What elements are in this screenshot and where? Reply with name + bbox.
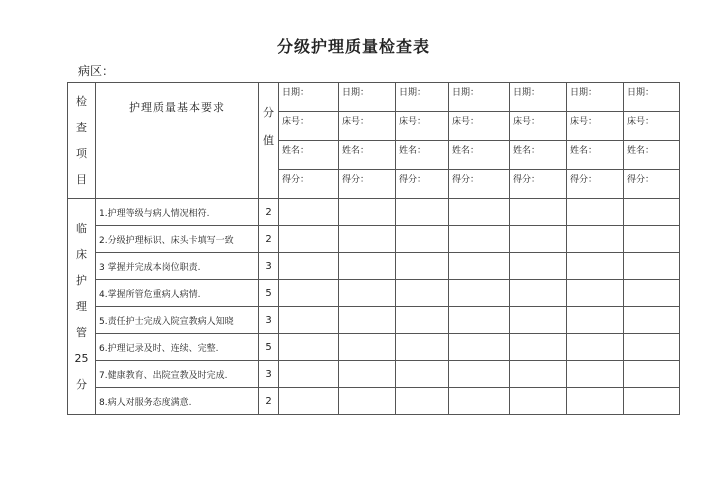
name-field[interactable]: 姓名： bbox=[396, 141, 449, 170]
score-value: 2 bbox=[259, 199, 279, 226]
requirement-item: 2.分级护理标识、床头卡填写一致 bbox=[96, 226, 259, 253]
grade-cell[interactable] bbox=[339, 307, 396, 334]
score-value: 3 bbox=[259, 307, 279, 334]
date-field[interactable]: 日期： bbox=[567, 83, 624, 112]
name-field[interactable]: 姓名： bbox=[567, 141, 624, 170]
score-value: 5 bbox=[259, 334, 279, 361]
grade-cell[interactable] bbox=[279, 280, 339, 307]
grade-cell[interactable] bbox=[449, 280, 510, 307]
grade-cell[interactable] bbox=[624, 253, 680, 280]
grade-cell[interactable] bbox=[567, 280, 624, 307]
grade-cell[interactable] bbox=[279, 361, 339, 388]
grade-cell[interactable] bbox=[510, 334, 567, 361]
grade-cell[interactable] bbox=[339, 199, 396, 226]
grade-cell[interactable] bbox=[567, 253, 624, 280]
grade-cell[interactable] bbox=[396, 199, 449, 226]
grade-cell[interactable] bbox=[567, 361, 624, 388]
grade-cell[interactable] bbox=[449, 199, 510, 226]
requirement-item: 7.健康教育、出院宣教及时完成. bbox=[96, 361, 259, 388]
bed-field[interactable]: 床号： bbox=[449, 112, 510, 141]
grade-cell[interactable] bbox=[510, 253, 567, 280]
score-value: 5 bbox=[259, 280, 279, 307]
grade-cell[interactable] bbox=[449, 253, 510, 280]
category-label: 临 床 护 理 管 25 分 bbox=[68, 199, 96, 415]
grade-cell[interactable] bbox=[339, 388, 396, 415]
requirement-item: 8.病人对服务态度满意. bbox=[96, 388, 259, 415]
score-field[interactable]: 得分： bbox=[567, 170, 624, 199]
date-field[interactable]: 日期： bbox=[449, 83, 510, 112]
grade-cell[interactable] bbox=[279, 199, 339, 226]
bed-field[interactable]: 床号： bbox=[339, 112, 396, 141]
score-field[interactable]: 得分： bbox=[339, 170, 396, 199]
grade-cell[interactable] bbox=[510, 226, 567, 253]
grade-cell[interactable] bbox=[279, 334, 339, 361]
requirement-item: 3 掌握并完成本岗位职责. bbox=[96, 253, 259, 280]
grade-cell[interactable] bbox=[624, 199, 680, 226]
score-field[interactable]: 得分： bbox=[279, 170, 339, 199]
category-header: 检 查 项 目 bbox=[68, 83, 96, 199]
grade-cell[interactable] bbox=[279, 253, 339, 280]
requirement-item: 4.掌握所管危重病人病情. bbox=[96, 280, 259, 307]
score-field[interactable]: 得分： bbox=[449, 170, 510, 199]
grade-cell[interactable] bbox=[624, 226, 680, 253]
requirement-item: 1.护理等级与病人情况相符. bbox=[96, 199, 259, 226]
grade-cell[interactable] bbox=[510, 199, 567, 226]
grade-cell[interactable] bbox=[567, 388, 624, 415]
date-field[interactable]: 日期： bbox=[279, 83, 339, 112]
grade-cell[interactable] bbox=[339, 361, 396, 388]
grade-cell[interactable] bbox=[624, 280, 680, 307]
date-field[interactable]: 日期： bbox=[510, 83, 567, 112]
grade-cell[interactable] bbox=[624, 388, 680, 415]
grade-cell[interactable] bbox=[339, 280, 396, 307]
grade-cell[interactable] bbox=[510, 307, 567, 334]
grade-cell[interactable] bbox=[396, 361, 449, 388]
grade-cell[interactable] bbox=[510, 388, 567, 415]
score-field[interactable]: 得分： bbox=[510, 170, 567, 199]
inspection-table bbox=[67, 82, 680, 415]
bed-field[interactable]: 床号： bbox=[510, 112, 567, 141]
grade-cell[interactable] bbox=[624, 361, 680, 388]
grade-cell[interactable] bbox=[567, 334, 624, 361]
grade-cell[interactable] bbox=[339, 253, 396, 280]
page-title: 分级护理质量检查表 bbox=[276, 37, 430, 56]
grade-cell[interactable] bbox=[449, 226, 510, 253]
grade-cell[interactable] bbox=[510, 280, 567, 307]
grade-cell[interactable] bbox=[510, 361, 567, 388]
grade-cell[interactable] bbox=[396, 280, 449, 307]
score-value: 2 bbox=[259, 226, 279, 253]
name-field[interactable]: 姓名： bbox=[510, 141, 567, 170]
grade-cell[interactable] bbox=[279, 307, 339, 334]
bed-field[interactable]: 床号： bbox=[624, 112, 680, 141]
grade-cell[interactable] bbox=[396, 307, 449, 334]
ward-label: 病区： bbox=[78, 64, 115, 78]
name-field[interactable]: 姓名： bbox=[624, 141, 680, 170]
score-header: 分 值 bbox=[259, 83, 279, 199]
grade-cell[interactable] bbox=[449, 388, 510, 415]
name-field[interactable]: 姓名： bbox=[339, 141, 396, 170]
score-value: 2 bbox=[259, 388, 279, 415]
grade-cell[interactable] bbox=[449, 361, 510, 388]
date-field[interactable]: 日期： bbox=[339, 83, 396, 112]
date-field[interactable]: 日期： bbox=[624, 83, 680, 112]
grade-cell[interactable] bbox=[396, 253, 449, 280]
bed-field[interactable]: 床号： bbox=[279, 112, 339, 141]
score-value: 3 bbox=[259, 253, 279, 280]
grade-cell[interactable] bbox=[449, 307, 510, 334]
grade-cell[interactable] bbox=[396, 334, 449, 361]
grade-cell[interactable] bbox=[624, 334, 680, 361]
grade-cell[interactable] bbox=[279, 388, 339, 415]
grade-cell[interactable] bbox=[567, 307, 624, 334]
requirement-item: 5.责任护士完成入院宣教病人知晓 bbox=[96, 307, 259, 334]
score-field[interactable]: 得分： bbox=[396, 170, 449, 199]
name-field[interactable]: 姓名： bbox=[449, 141, 510, 170]
requirement-item: 6.护理记录及时、连续、完整. bbox=[96, 334, 259, 361]
grade-cell[interactable] bbox=[396, 388, 449, 415]
bed-field[interactable]: 床号： bbox=[396, 112, 449, 141]
bed-field[interactable]: 床号： bbox=[567, 112, 624, 141]
grade-cell[interactable] bbox=[396, 226, 449, 253]
score-field[interactable]: 得分： bbox=[624, 170, 680, 199]
requirement-header: 护理质量基本要求 bbox=[96, 83, 259, 199]
date-field[interactable]: 日期： bbox=[396, 83, 449, 112]
grade-cell[interactable] bbox=[279, 226, 339, 253]
grade-cell[interactable] bbox=[339, 334, 396, 361]
grade-cell[interactable] bbox=[624, 307, 680, 334]
grade-cell[interactable] bbox=[449, 334, 510, 361]
score-value: 3 bbox=[259, 361, 279, 388]
grade-cell[interactable] bbox=[567, 226, 624, 253]
grade-cell[interactable] bbox=[567, 199, 624, 226]
grade-cell[interactable] bbox=[339, 226, 396, 253]
name-field[interactable]: 姓名： bbox=[279, 141, 339, 170]
